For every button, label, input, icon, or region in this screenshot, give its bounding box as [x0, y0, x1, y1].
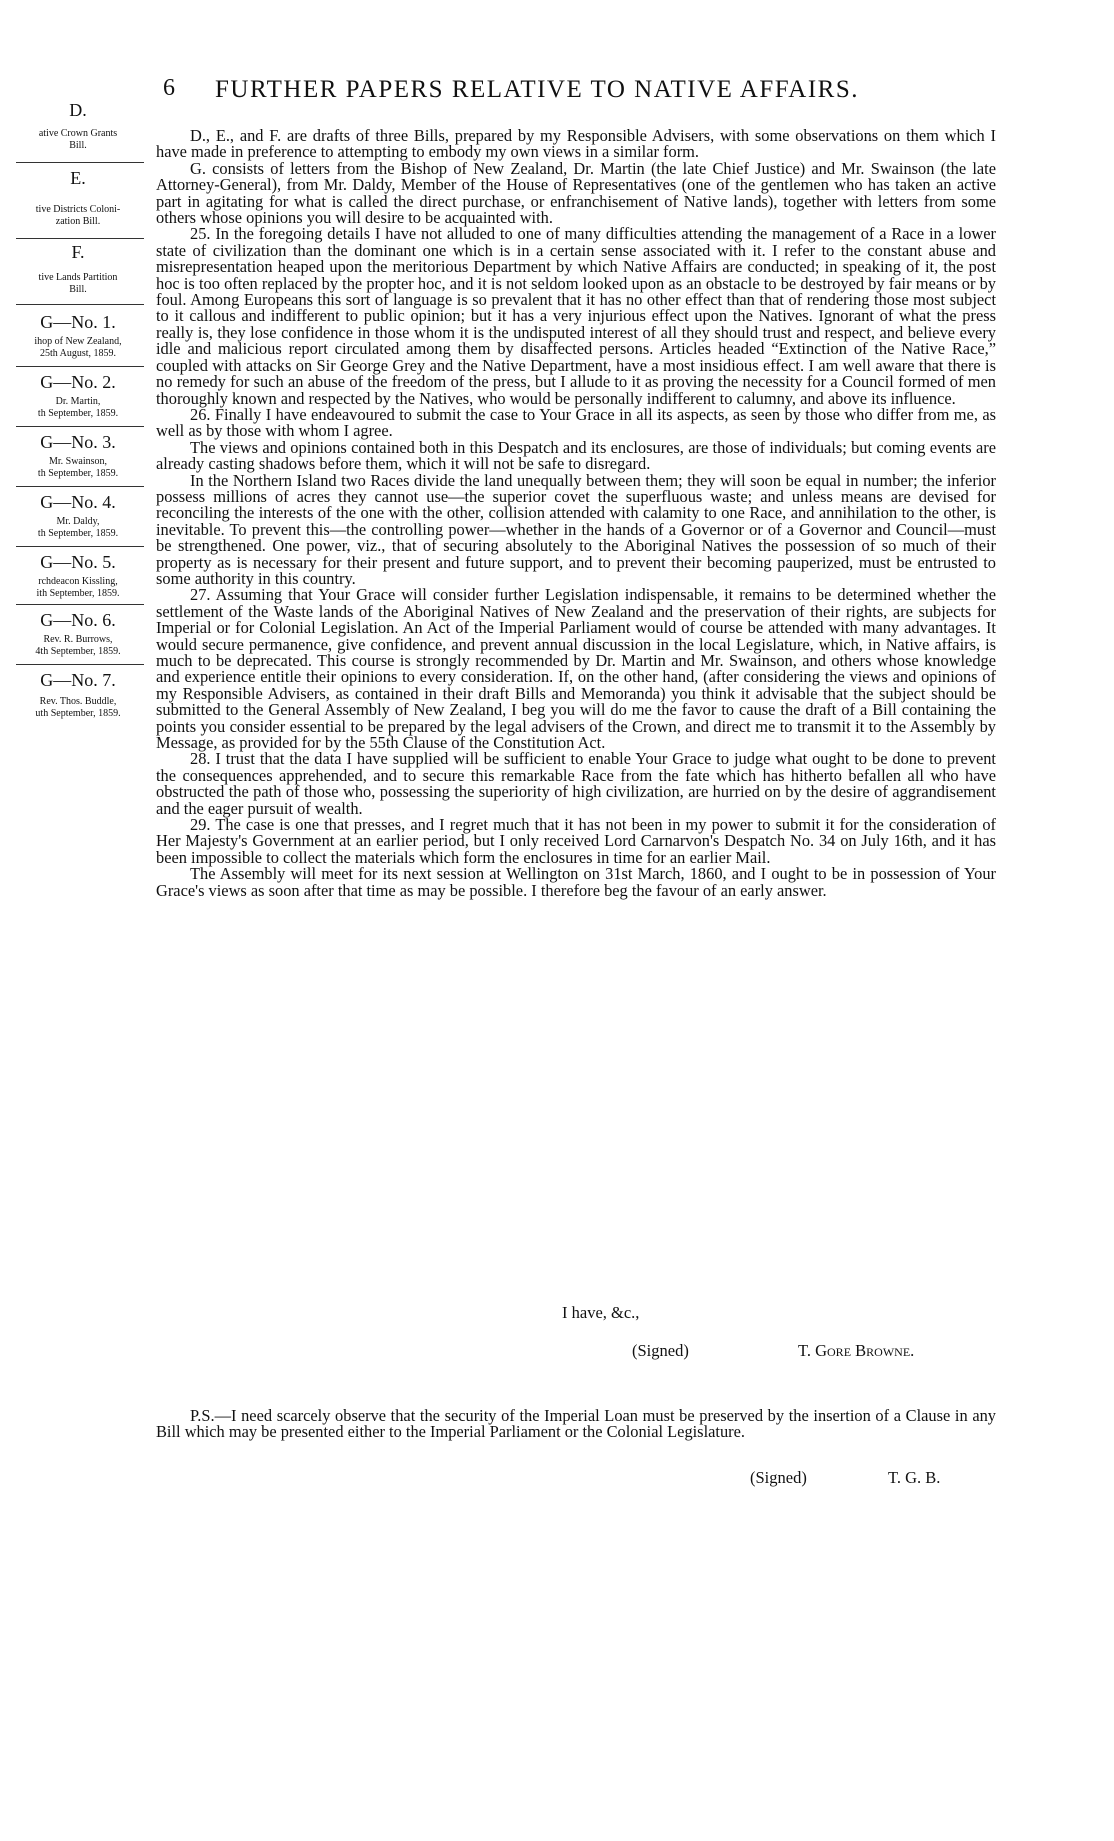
- margin-note-d-1: ative Crown Grants: [38, 128, 118, 139]
- margin-label-g3: G—No. 3.: [40, 432, 116, 452]
- margin-label-f: F.: [71, 242, 85, 262]
- margin-note-g7-1: Rev. Thos. Buddle,: [39, 696, 117, 707]
- margin-divider: [16, 304, 144, 305]
- margin-note-g5-1: rchdeacon Kissling,: [38, 576, 118, 587]
- page-number: 6: [163, 75, 175, 101]
- margin-label-g2: G—No. 2.: [40, 372, 116, 392]
- margin-label-g4: G—No. 4.: [40, 492, 116, 512]
- signed-label: (Signed): [632, 1341, 689, 1360]
- margin-note-g4-1: Mr. Daldy,: [56, 516, 100, 527]
- running-head-title: FURTHER PAPERS RELATIVE TO NATIVE AFFAIRS.: [215, 76, 860, 103]
- margin-note-g5-2: ith September, 1859.: [36, 588, 120, 599]
- paragraph-28: 28. I trust that the data I have supplied will be sufficient to enable Your Grace to judge what ought to be done to prevent the consequences apprehended, and to secure this remarkable Race from the fate which has hitherto befallen all who have obstructed the path of those who, possessing the superiority of high civilization, are hurried on by the desire of aggrandisement and the eager pursuit of wealth.: [156, 749, 996, 818]
- margin-note-e-2: zation Bill.: [55, 216, 101, 227]
- margin-note-g7-2: uth September, 1859.: [35, 708, 121, 719]
- margin-divider: [16, 486, 144, 487]
- signature-initials: T. G. B.: [888, 1468, 941, 1487]
- margin-note-g3-2: th September, 1859.: [37, 468, 119, 479]
- paragraph-27: 27. Assuming that Your Grace will consider further Legislation indispensable, it remains to be determined whether the settlement of the Waste lands of the Aboriginal Natives of New Zealand and the preservation of their rights, are subjects for Imperial or for Colonial Legislation. An Act of the Imperial Parliament would of course be attended with many advantages. It would secure permanence, give confidence, and prevent annual discussion in the local Legislature, which, in Native affairs, is much to be deprecated. This course is strongly recommended by Dr. Martin and Mr. Swainson, and others whose knowledge and experience entitle their opinions to every consideration. If, on the other hand, (after considering the views and opinions of my Responsible Advisers, as contained in their draft Bills and Memoranda) you think it advisable that the subject should be submitted to the General Assembly of New Zealand, I beg you will do me the favor to cause the draft of a Bill containing the points you consider essential to be prepared by the legal advisers of the Crown, and direct me to transmit it to the Assembly by Message, as provided for by the 55th Clause of the Constitution Act.: [156, 585, 996, 753]
- margin-label-g1: G—No. 1.: [40, 312, 116, 332]
- margin-label-d: D.: [69, 100, 87, 120]
- margin-note-g3-1: Mr. Swainson,: [48, 456, 108, 467]
- paragraph-26: 26. Finally I have endeavoured to submit the case to Your Grace in all its aspects, as seen by those who differ from me, as well as by those with whom I agree.: [156, 404, 996, 441]
- paragraph-29: 29. The case is one that presses, and I regret much that it has not been in my power to submit it for the consideration of Her Majesty's Government at an earlier period, but I only received Lord Carnarvon's Despatch No. 34 on July 16th, and it has been impossible to collect the materials which form the enclosures in time for an earlier Mail.: [156, 815, 996, 867]
- paragraph-views-opinions: The views and opinions contained both in this Despatch and its enclosures, are those of individuals; but coming events are already casting shadows before them, which it will not be safe to disregard.: [156, 437, 996, 474]
- margin-divider: [16, 366, 144, 367]
- margin-note-f-2: Bill.: [69, 284, 87, 295]
- margin-note-g6-2: 4th September, 1859.: [35, 646, 121, 657]
- margin-divider: [16, 664, 144, 665]
- margin-divider: [16, 604, 144, 605]
- margin-note-f-1: tive Lands Partition: [38, 272, 118, 283]
- margin-note-e-1: tive Districts Coloni-: [35, 204, 121, 215]
- margin-label-g7: G—No. 7.: [40, 670, 116, 690]
- letter-body: [156, 128, 996, 899]
- margin-label-e: E.: [70, 168, 86, 188]
- margin-divider: [16, 162, 144, 163]
- margin-note-g2-1: Dr. Martin,: [55, 396, 101, 407]
- paragraph-25: 25. In the foregoing details I have not alluded to one of many difficulties attending the management of a Race in a lower state of civilization than the dominant one which is in a certain sense associated with it. I refer to the constant abuse and misrepresentation heaped upon the meritorious Department by which Native Affairs are conducted; in speaking of it, the post hoc is too often replaced by the propter hoc, and it is not seldom looked upon as an obstacle to be destroyed by fair means or by foul. Among Europeans this sort of language is so prevalent that it has no other effect than that of rendering those most subject to it callous and indifferent to public opinion; but it has a very injurious effect upon the Natives. Ignorant of what the press really is, they lose confidence in those whom it is the undisputed interest of all they should trust and respect, and believe every idle and malicious report circulated among them by disaffected persons. Articles headed “Extinction of the Native Race,” coupled with attacks on Sir George Grey and the Native Department, have a most insidious effect. I am well aware that there is no remedy for such an abuse of the freedom of the press, but I allude to it as proving the necessity for a Council formed of men thoroughly known and respected by the Natives, who would be personally indifferent to calumny, and above its influence.: [156, 224, 996, 408]
- paragraph-assembly: The Assembly will meet for its next session at Wellington on 31st March, 1860, and I ought to be in possession of Your Grace's views as soon after that time as may be possible. I therefore beg the favour of an early answer.: [156, 864, 996, 900]
- postscript: P.S.—I need scarcely observe that the security of the Imperial Loan must be preserved by the insertion of a Clause in any Bill which may be presented either to the Imperial Parliament or the Colonial Legislature.: [156, 1406, 996, 1442]
- paragraph-letters-g: G. consists of letters from the Bishop of New Zealand, Dr. Martin (the late Chief Justice) and Mr. Swainson (the late Attorney-General), from Mr. Daldy, Member of the House of Representatives (one of the gentlemen who has taken an active part in agitating for what is called the direct purchase, or enfranchisement of Native lands), together with letters from some others whose opinions you will desire to be acquainted with.: [156, 158, 996, 228]
- margin-label-g5: G—No. 5.: [40, 552, 116, 572]
- margin-note-g1-1: ihop of New Zealand,: [34, 336, 122, 347]
- salutation: I have, &c.,: [562, 1303, 640, 1322]
- margin-note-g4-2: th September, 1859.: [37, 528, 119, 539]
- margin-divider: [16, 238, 144, 239]
- signature-name: T. Gore Browne.: [798, 1341, 915, 1360]
- margin-note-g6-1: Rev. R. Burrows,: [43, 634, 113, 645]
- paragraph-northern-island: In the Northern Island two Races divide the land unequally between them; they will soon be equal in number; the inferior possess millions of acres they cannot use—the superior covet the superfluous waste; and unless means are devised for reconciling the interests of the one with the other, collision attended with calamity to one Race, and annihilation to the other, is inevitable. To prevent this—the controlling power—whether in the hands of a Governor or of a Governor and Council—must be strengthened. One power, viz., that of securing absolutely to the Aboriginal Natives the possession of so much of their property as is necessary for their present and future support, and to prevent their becoming pauperized, must be entrusted to some authority in this country.: [156, 470, 996, 588]
- margin-note-d-2: Bill.: [69, 140, 87, 151]
- margin-label-g6: G—No. 6.: [40, 610, 116, 630]
- margin-note-g2-2: th September, 1859.: [37, 408, 119, 419]
- paragraph-bills-drafts: D., E., and F. are drafts of three Bills, prepared by my Responsible Advisers, with some observations on them which I have made in preference to attempting to embody my own views in a similar form.: [156, 126, 996, 162]
- margin-note-g1-2: 25th August, 1859.: [39, 348, 117, 359]
- margin-divider: [16, 426, 144, 427]
- margin-divider: [16, 546, 144, 547]
- signed-label-ps: (Signed): [750, 1468, 807, 1487]
